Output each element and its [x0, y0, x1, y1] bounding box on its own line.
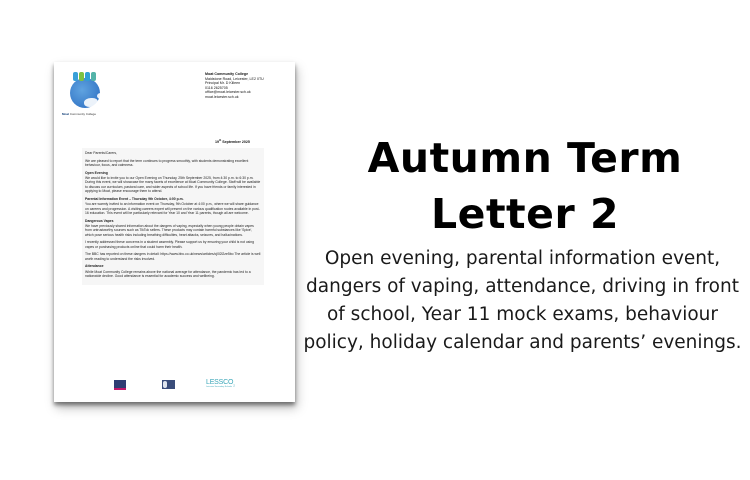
section-heading: Open Evening: [85, 170, 108, 175]
section-paragraph: You are warmly invited to an information event on Thursday, 9th October at 4:00 p.m., where we will share guidance on careers and progression. A visiting careers expert will present on the various qualification routes available in post-16 education. This event will be particularly relevant for Year 10 and Year 11 parents, though all are welcome.: [85, 202, 260, 216]
summary-text: Open evening, parental information event, dangers of vaping, attendance, driving in front of school, Year 11 mock exams, behaviour policy, holiday calendar and parents’ evenings.: [303, 248, 742, 353]
section-paragraph: We would like to invite you to our Open Evening on Thursday, 25th September 2025, from 4:30 p.m. to 6:30 p.m. During this event, we will showcase the many facets of excellence at Moat Community College. Staff will be available to discuss our curriculum, pastoral care, and wider aspects of school life. If you have friends or family interested in applying to Moat, please encourage them to attend.: [85, 176, 261, 194]
partner-logo-icon: [162, 380, 175, 389]
street-address: Maidstone Road, Leicester, LE2 0TU: [205, 76, 264, 81]
website: moat.leicester.sch.uk: [205, 94, 239, 99]
phone: 0116 2625705: [205, 85, 228, 90]
section-paragraph: We have previously shared information about the dangers of vaping, especially when young people obtain vapes from untrustworthy sources such as TikTok sellers. These products may contain harmful substances like 'Spice', which pose serious health risks including breathing difficulties, heart attacks, seizures, and hallucinations.: [85, 224, 254, 237]
section-heading: Attendance: [85, 264, 104, 269]
lessco-logo: $LESSCO_2$ Leicester Secondary Schools: [206, 379, 235, 389]
letter-date: 19th September 2025: [215, 139, 250, 145]
school-name: Moat Community College: [205, 72, 249, 76]
greeting: Dear Parents/Carers,: [85, 151, 118, 155]
letter-preview: [54, 62, 295, 402]
section-heading: Parental Information Event – Thursday 9th October, 4:00 p.m.: [85, 196, 184, 201]
section-paragraph: While Moat Community College remains above the national average for attendance, the pandemic has led to a nationwide decline. Good attendance is essential for academic success and wellbeing.: [85, 269, 251, 279]
section-paragraph: The BBC has reported on these dangers in detail: https://www.bbc.co.uk/news/articles/cj0l2l2ze5bo The article is well worth reading to understand the risks involved.: [85, 252, 261, 261]
page-title: [300, 130, 750, 242]
title-line-1: Autumn Term: [367, 134, 683, 182]
letter-body: [82, 148, 264, 285]
partner-logo-icon: [114, 380, 126, 390]
title-line-2: Letter 2: [431, 190, 619, 238]
globe-icon: [70, 78, 100, 108]
intro-paragraph: We are pleased to report that the term continues to progress smoothly, with students demonstrating excellent behaviour, focus, and calmness.: [85, 158, 249, 167]
email: office@moat.leicester.sch.uk: [205, 90, 251, 95]
logo-caption: Moat Community College: [62, 112, 97, 116]
partner-logos: [54, 380, 295, 394]
section-heading: Dangerous Vapes: [85, 218, 114, 223]
people-icon: [73, 72, 99, 82]
principal: Principal Mr. D Killeen: [205, 81, 241, 86]
section-paragraph: I recently addressed these concerns in a student assembly. Please support us by ensuring your child is not using vapes or purchasing products online that could harm their health.: [85, 240, 254, 249]
school-address: [205, 72, 264, 100]
